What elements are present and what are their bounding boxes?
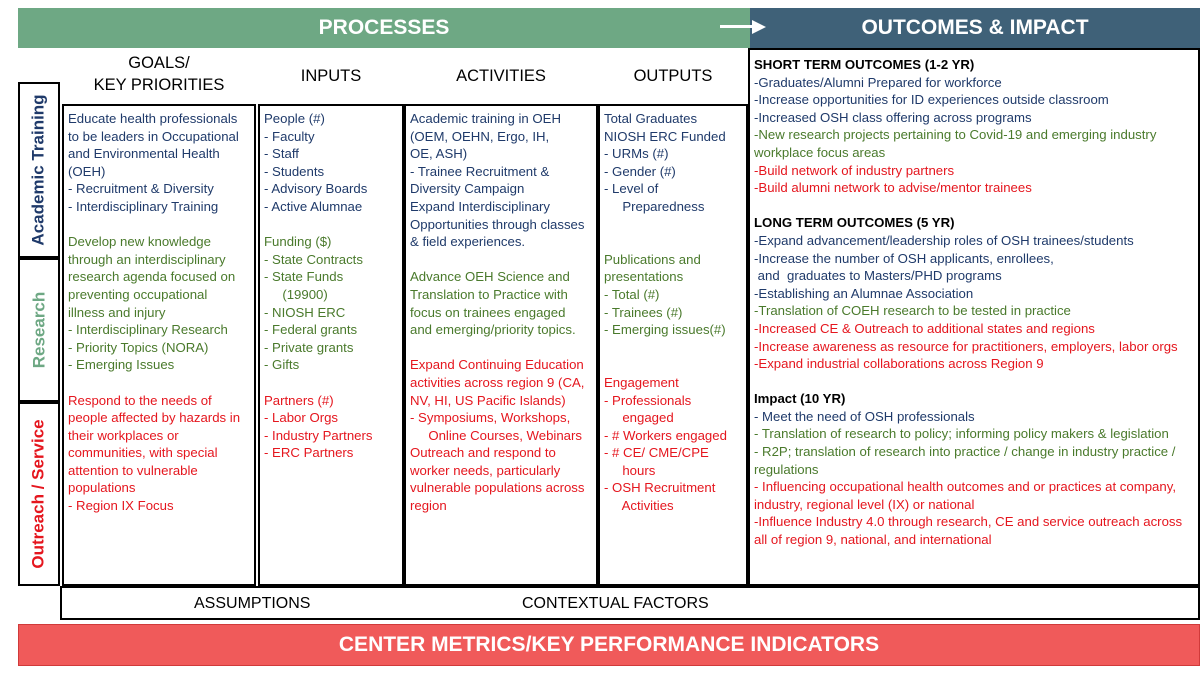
inputs-box: People (#) - Faculty - Staff - Students - Advisory Boards - Active Alumnae Funding ($) - State Contracts - State Funds (19900) - NIOSH ERC - Federal grants - Private grants - Gifts Partners (#) - Labor Orgs - Industry Partners - ERC Partners <box>258 104 404 586</box>
activities-box: Academic training in OEH (OEM, OEHN, Ergo, IH, OE, ASH) - Trainee Recruitment & Diversity Campaign Expand Interdisciplinary Opportunities through classes & field experiences. Advance OEH Science and Translation to Practice with focus on trainees engaged and emerging/priority topics. Expand Continuing Education activities across region 9 (CA, NV, HI, US Pacific Islands) - Symposiums, Workshops, Online Courses, Webinars Outreach and respond to worker needs, particularly vulnerable populations across region <box>404 104 598 586</box>
outputs-header: OUTPUTS <box>633 67 713 85</box>
side-label-academic: Academic Training <box>18 82 60 258</box>
impact-heading: Impact (10 YR) <box>754 391 846 407</box>
contextual-factors-label: CONTEXTUAL FACTORS <box>522 595 709 612</box>
goals-header: GOALS/ KEY PRIORITIES <box>93 54 225 94</box>
outcomes-box: SHORT TERM OUTCOMES (1-2 YR) -Graduates/Alumni Prepared for workforce -Increase opportunities for ID experiences outside classroom -Increased OSH class offering across programs -New research projects pertaining to Covid-19 and emerging industry workplace focus areas -Build network of industry partners -Build alumni network to advise/mentor trainees LONG TERM OUTCOMES (5 YR) -Expand advancement/leadership roles of OSH trainees/students -Increase the number of OSH applicants, enrollees, and graduates to Masters/PHD programs -Establishing an Alumnae Association -Translation of COEH research to be tested in practice -Increased CE & Outreach to additional states and regions -Increase awareness as resource for practitioners, employers, labor orgs -Expand industrial collaborations across Region 9 Impact (10 YR) - Meet the need of OSH professionals - Translation of research to policy; informing policy makers & legislation - R2P; translation of research into practice / change in industry practice / regulations - Influencing occupational health outcomes and or practices at company, industry, regional level (IX) or national -Influence Industry 4.0 through research, CE and service outreach across all of region 9, national, and international <box>748 48 1200 586</box>
assumptions-label: ASSUMPTIONS <box>194 595 311 612</box>
outcomes-banner <box>750 8 1200 48</box>
short-term-heading: SHORT TERM OUTCOMES (1-2 YR) <box>754 57 975 72</box>
arrow-head-icon <box>752 20 766 34</box>
activities-header: ACTIVITIES <box>456 67 546 85</box>
side-label-research: Research <box>18 258 60 402</box>
processes-banner <box>18 8 750 48</box>
outputs-box: Total Graduates NIOSH ERC Funded - URMs (#) - Gender (#) - Level of Preparedness Publications and presentations - Total (#) - Trainees (#) - Emerging issues(#) Engagement - Professionals engaged - # Workers engaged - # CE/ CME/CPE hours - OSH Recruitment Activities <box>598 104 748 586</box>
long-term-heading: LONG TERM OUTCOMES (5 YR) <box>754 215 955 231</box>
kpi-banner <box>18 624 1200 666</box>
assumptions-row <box>60 586 1200 620</box>
kpi-title: CENTER METRICS/KEY PERFORMANCE INDICATORS <box>338 633 880 656</box>
goals-box: Educate health professionals to be leaders in Occupational and Environmental Health (OEH) - Recruitment & Diversity - Interdisciplinary Training Develop new knowledge through an interdisciplinary research agenda focused on preventing occupational illness and injury - Interdisciplinary Research - Priority Topics (NORA) - Emerging Issues Respond to the needs of people affected by hazards in their workplaces or communities, with special attention to vulnerable populations - Region IX Focus <box>62 104 256 586</box>
outcomes-title: OUTCOMES & IMPACT <box>861 16 1089 39</box>
inputs-header: INPUTS <box>300 67 362 85</box>
side-label-outreach: Outreach / Service <box>18 402 60 586</box>
processes-title: PROCESSES <box>318 16 450 39</box>
